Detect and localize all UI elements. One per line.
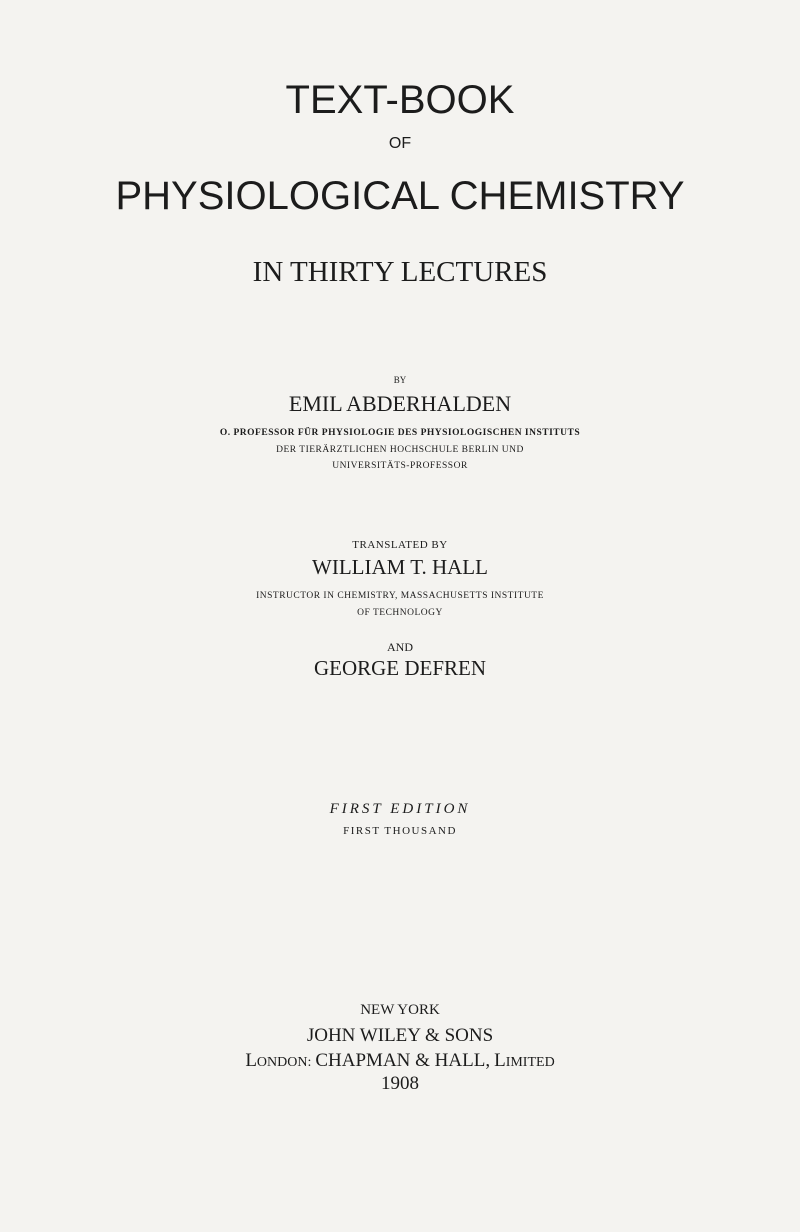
imprint-publisher: JOHN WILEY & SONS xyxy=(306,1025,494,1046)
title-of: OF xyxy=(388,135,412,152)
translator-2-name: GEORGE DEFREN xyxy=(313,656,487,680)
edition: FIRST EDITION xyxy=(329,801,471,817)
author-affiliation-1: O. PROFESSOR FÜR PHYSIOLOGIE DES PHYSIOLOGISCHEN INSTITUTS xyxy=(219,428,581,438)
translator-1-affiliation-1: INSTRUCTOR IN CHEMISTRY, MASSACHUSETTS INSTITUTE xyxy=(256,591,544,601)
author-name: EMIL ABDERHALDEN xyxy=(288,391,512,416)
london-label-initial: L xyxy=(245,1050,257,1071)
translator-1-affiliation-2: OF TECHNOLOGY xyxy=(357,608,443,618)
london-publisher: CHAPMAN & HALL, xyxy=(315,1050,491,1071)
printing: FIRST THOUSAND xyxy=(343,825,457,837)
london-label-rest: ONDON: xyxy=(256,1055,312,1070)
author-by: BY xyxy=(393,375,407,385)
title-line-1: TEXT-BOOK xyxy=(285,78,515,122)
translated-by: TRANSLATED BY xyxy=(352,539,448,551)
author-affiliation-3: UNIVERSITÄTS-PROFESSOR xyxy=(332,461,468,471)
imprint-year: 1908 xyxy=(381,1073,419,1094)
imprint-london-line xyxy=(0,1051,800,1070)
title-line-3: IN THIRTY LECTURES xyxy=(252,256,548,288)
title-line-2: PHYSIOLOGICAL CHEMISTRY xyxy=(115,174,685,218)
author-affiliation-2: DER TIERÄRZTLICHEN HOCHSCHULE BERLIN UND xyxy=(276,445,524,455)
limited-initial: L xyxy=(494,1050,506,1071)
limited-rest: IMITED xyxy=(505,1055,555,1070)
translator-1-name: WILLIAM T. HALL xyxy=(312,555,488,579)
and: AND xyxy=(387,640,413,654)
imprint-city: NEW YORK xyxy=(360,1002,440,1018)
